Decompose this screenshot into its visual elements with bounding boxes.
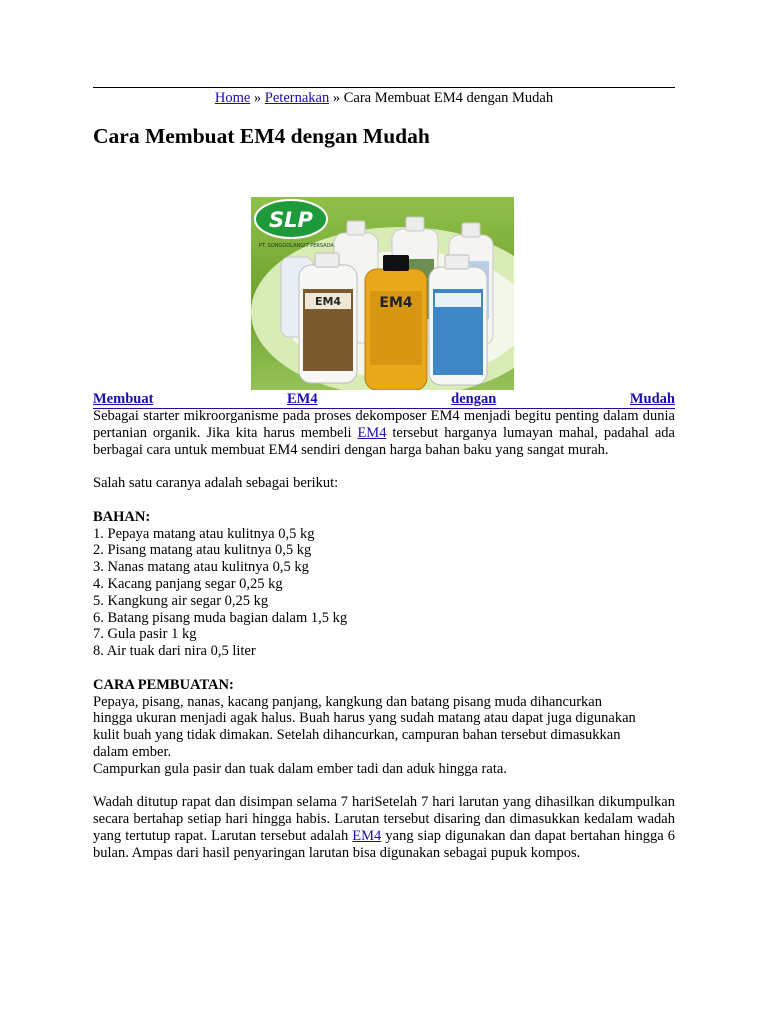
ingredient-item: 7. Gula pasir 1 kg	[93, 626, 197, 643]
ingredient-item: 8. Air tuak dari nira 0,5 liter	[93, 643, 256, 660]
breadcrumb-category-link[interactable]: Peternakan	[264, 90, 330, 106]
method-heading: CARA PEMBUATAN:	[93, 676, 234, 693]
breadcrumb-separator: »	[329, 90, 344, 106]
bottle-front-yellow	[365, 255, 427, 390]
bottle-front-blue	[429, 255, 487, 385]
intro-text: tersebut harganya lumayan mahal, padahal ada berbagai cara untuk membuat EM4 sendiri dengan harga bahan baku yang sangat murah.	[93, 424, 675, 458]
breadcrumb-current: Cara Membuat EM4 dengan Mudah	[343, 90, 554, 106]
ingredient-item: 3. Nanas matang atau kulitnya 0,5 kg	[93, 559, 309, 576]
em4-link[interactable]: EM4	[352, 827, 382, 844]
caption-word: dengan	[451, 391, 497, 407]
caption-word: Mudah	[629, 391, 675, 407]
lead-in-text: Salah satu caranya adalah sebagai berikut:	[93, 475, 339, 492]
logo-text: SLP	[269, 208, 313, 232]
page-title: Cara Membuat EM4 dengan Mudah	[93, 124, 430, 148]
ingredient-item: 6. Batang pisang muda bagian dalam 1,5 kg	[93, 609, 348, 626]
intro-text: Sebagai starter mikroorganisme pada proses dekomposer EM4 menjadi begitu penting dalam dunia pertanian organik. Jika kita harus membeli	[93, 408, 675, 441]
method-line: hingga ukuran menjadi agak halus. Buah harus yang sudah matang atau dapat juga digunakan	[93, 710, 636, 727]
bottle-label-text: EM4	[314, 295, 342, 308]
article-body	[93, 408, 675, 862]
ingredient-item: 2. Pisang matang atau kulitnya 0,5 kg	[93, 542, 312, 559]
method-line: Campurkan gula pasir dan tuak dalam ember tadi dan aduk hingga rata.	[93, 760, 507, 777]
method-line: dalam ember.	[93, 743, 172, 760]
final-paragraph	[93, 794, 675, 861]
ingredient-item: 4. Kacang panjang segar 0,25 kg	[93, 575, 283, 592]
bottle-label-text: EM4	[379, 295, 413, 311]
intro-paragraph	[93, 408, 675, 458]
caption-word: EM4	[286, 391, 318, 407]
final-text: Wadah ditutup rapat dan disimpan selama 7 hariSetelah 7 hari larutan yang dihasilkan dikumpulkan secara bertahap setiap hari hingga habis. Larutan tersebut disaring dan dimasukkan kedalam wadah yang tertutup rapat. Larutan tersebut adalah	[93, 794, 675, 844]
product-photo	[251, 197, 514, 390]
company-text: PT. SONGGOLANGIT PERSADA	[259, 243, 334, 249]
bottle-front-brown	[299, 253, 357, 383]
em4-link[interactable]: EM4	[357, 424, 387, 441]
ingredient-item: 1. Pepaya matang atau kulitnya 0,5 kg	[93, 525, 315, 542]
caption-word: Membuat	[93, 391, 154, 407]
method-line: kulit buah yang tidak dimakan. Setelah dihancurkan, campuran bahan tersebut dimasukkan	[93, 727, 621, 744]
top-divider	[93, 87, 675, 88]
image-caption-link[interactable]	[93, 391, 675, 409]
ingredient-item: 5. Kangkung air segar 0,25 kg	[93, 592, 269, 609]
ingredients-heading: BAHAN:	[93, 508, 151, 525]
breadcrumb	[93, 90, 675, 107]
method-line: Pepaya, pisang, nanas, kacang panjang, kangkung dan batang pisang muda dihancurkan	[93, 693, 602, 710]
em4-bottles-image	[251, 197, 514, 390]
breadcrumb-separator: »	[250, 90, 265, 106]
breadcrumb-home-link[interactable]: Home	[214, 90, 251, 106]
final-text: yang siap digunakan dan dapat bertahan hingga 6 bulan. Ampas dari hasil penyaringan larutan bisa digunakan sebagai pupuk kompos.	[93, 827, 675, 861]
